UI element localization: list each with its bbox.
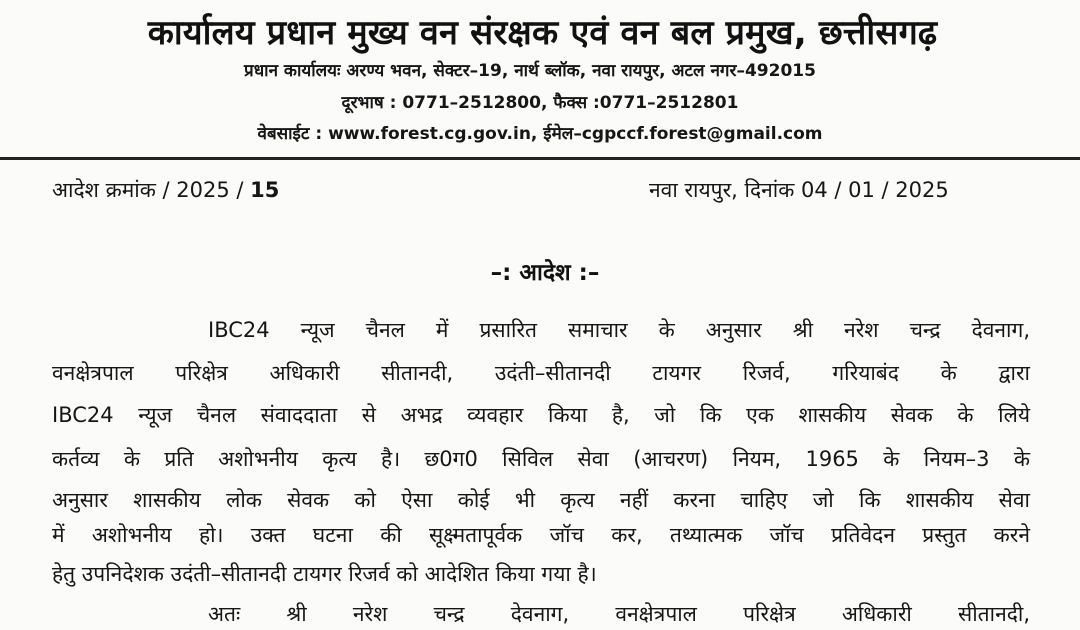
order-place-date: नवा रायपुर, दिनांक 04 / 01 / 2025 [649,178,949,202]
office-website-email: वेबसाईट : www.forest.cg.gov.in, ईमेल–cgpccf.forest@gmail.com [257,124,823,144]
body-line: वनक्षेत्रपाल परिक्षेत्र अधिकारी सीतानदी, उदंती–सीतानदी टायगर रिजर्व, गरियाबंद के द्वारा [52,361,1030,385]
body-line: IBC24 न्यूज चैनल में प्रसारित समाचार के अनुसार श्री नरेश चन्द्र देवनाग, [208,318,1030,342]
body-line: अतः श्री नरेश चन्द्र देवनाग, वनक्षेत्रपाल परिक्षेत्र अधिकारी सीतानदी, [208,602,1030,626]
order-number-label: आदेश क्रमांक / 2025 / [52,178,251,202]
order-heading: –: आदेश :– [490,260,600,286]
office-address: प्रधान कार्यालयः अरण्य भवन, सेक्टर–19, नार्थ ब्लॉक, नवा रायपुर, अटल नगर–492015 [244,61,816,81]
body-line: कर्तव्य के प्रति अशोभनीय कृत्य है। छ0ग0 सिविल सेवा (आचरण) नियम, 1965 के नियम–3 के [52,447,1030,471]
body-line: में अशोभनीय हो। उक्त घटना की सूक्ष्मतापूर्वक जॉच कर, तथ्यात्मक जॉच प्रतिवेदन प्रस्तुत करने [52,523,1030,547]
office-phone-fax: दूरभाष : 0771–2512800, फैक्स :0771–2512801 [341,93,739,113]
letterhead-divider [0,157,1080,160]
body-line: अनुसार शासकीय लोक सेवक को ऐसा कोई भी कृत्य नहीं करना चाहिए जो कि शासकीय सेवा [52,488,1030,512]
body-line: हेतु उपनिदेशक उदंती–सीतानदी टायगर रिजर्व को आदेशित किया गया है। [52,562,597,586]
body-line: IBC24 न्यूज चैनल संवाददाता से अभद्र व्यवहार किया है, जो कि एक शासकीय सेवक के लिये [52,403,1030,427]
order-number [52,176,279,204]
office-title: कार्यालय प्रधान मुख्य वन संरक्षक एवं वन बल प्रमुख, छत्तीसगढ़ [147,13,938,53]
order-number-value: 15 [250,178,280,202]
